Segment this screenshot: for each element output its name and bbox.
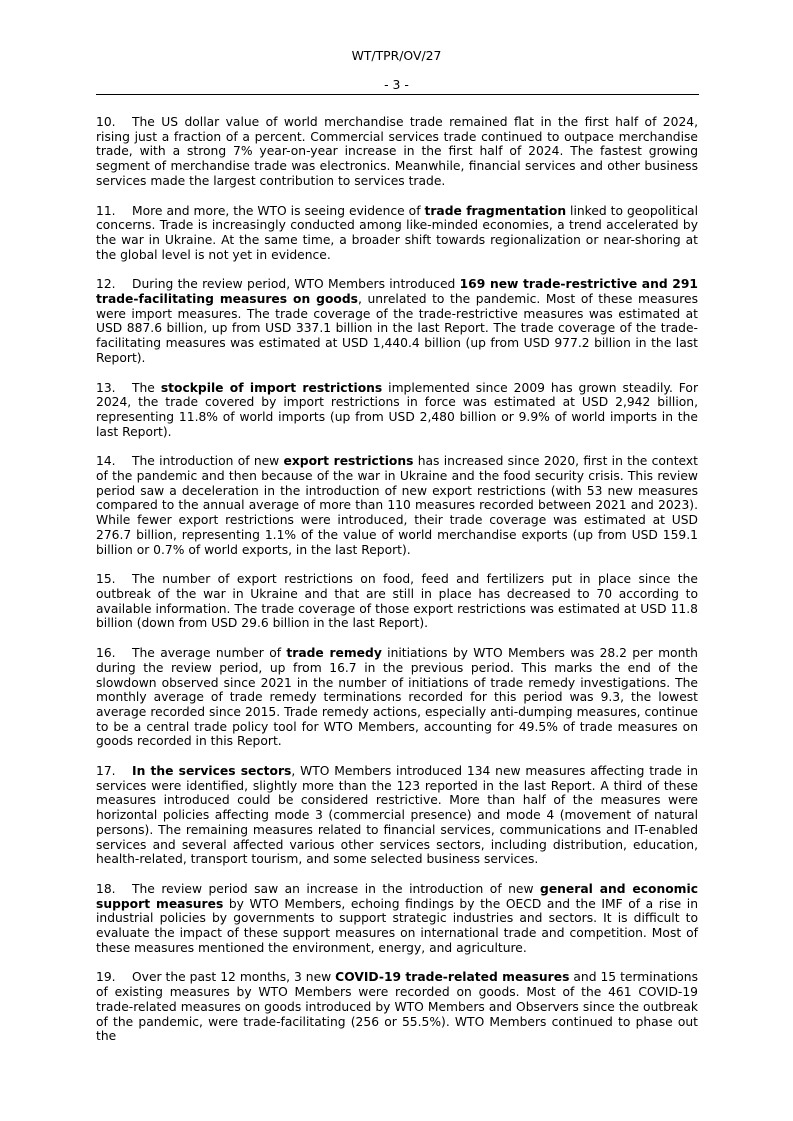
paragraph-text: , unrelated to the pandemic. Most of these measures were import measures. The trade coverage of the trade-restrictive measures was estimated at USD 887.6 billion, up from USD 337.1 billion in the last Report. The trade coverage of the trade-facilitating measures was estimated at USD 1,440.4 billion (up from USD 977.2 billion in the last Report).: [96, 292, 698, 365]
document-code: WT/TPR/OV/27: [351, 48, 442, 63]
paragraph-12: [96, 277, 698, 365]
paragraph-number: 16.: [96, 646, 116, 661]
paragraph-16: [96, 646, 698, 749]
bold-phrase: trade fragmentation: [424, 203, 567, 218]
paragraph-13: [96, 381, 698, 440]
bold-phrase: In the services sectors: [132, 764, 292, 779]
paragraph-text: Over the past 12 months, 3 new: [132, 970, 336, 985]
bold-phrase: stockpile of import restrictions: [160, 380, 383, 395]
paragraph-number: 12.: [96, 277, 116, 292]
paragraph-10: [96, 115, 698, 189]
paragraph-text: and 15 terminations of existing measures by WTO Members were recorded on goods. Most of the 461 COVID-19 trade-related measures on goods introduced by WTO Members and Observers since the outbreak of the pandemic, were trade-facilitating (256 or 55.5%). WTO Members continued to phase out the: [96, 970, 698, 1044]
paragraph-number: 17.: [96, 764, 116, 779]
paragraph-text: implemented since 2009 has grown steadily. For 2024, the trade covered by import restrictions in force was estimated at USD 2,942 billion, representing 11.8% of world imports (up from USD 2,480 billion or 9.9% of world imports in the last Report).: [96, 380, 698, 439]
paragraph-text: has increased since 2020, first in the context of the pandemic and then because of the war in Ukraine and the food security crisis. This review period saw a deceleration in the introduction of new export restrictions (with 53 new measures compared to the annual average of more than 110 measures recorded between 2021 and 2023). While fewer export restrictions were introduced, their trade coverage was estimated at USD 276.7 billion, representing 1.1% of the value of world merchandise exports (up from USD 159.1 billion or 0.7% of world exports, in the last Report).: [96, 454, 698, 557]
page-number: - 3 -: [384, 77, 409, 92]
bold-phrase: 169 new trade-restrictive and 291 trade-facilitating measures on goods: [96, 277, 698, 307]
paragraph-text: initiations by WTO Members was 28.2 per month during the review period, up from 16.7 in the previous period. This marks the end of the slowdown observed since 2021 in the number of initiations of trade remedy investigations. The monthly average of trade remedy terminations recorded for this period was 9.3, the lowest average recorded since 2015. Trade remedy actions, especially anti-dumping measures, continue to be a central trade policy tool for WTO Members, accounting for 49.5% of trade measures on goods recorded in this Report.: [96, 646, 698, 749]
paragraph-text: by WTO Members, echoing findings by the OECD and the IMF of a rise in industrial policies by governments to support strategic industries and sectors. It is difficult to evaluate the impact of these support measures on international trade and competition. Most of these measures mentioned the environment, energy, and agriculture.: [96, 896, 698, 955]
bold-phrase: trade remedy: [286, 646, 382, 661]
bold-phrase: export restrictions: [283, 454, 414, 469]
paragraph-text: More and more, the WTO is seeing evidence of: [132, 203, 425, 218]
paragraph-number: 13.: [96, 380, 116, 395]
paragraph-text: During the review period, WTO Members introduced: [132, 277, 460, 292]
paragraph-number: 14.: [96, 454, 116, 469]
paragraph-text: The US dollar value of world merchandise trade remained flat in the first half of 2024, rising just a fraction of a percent. Commercial services trade continued to outpace merchandise trade, with a strong 7% year-on-year increase in the first half of 2024. The fastest growing segment of merchandise trade was electronics. Meanwhile, financial services and other business services made the largest contribution to services trade.: [96, 115, 698, 188]
paragraph-number: 15.: [96, 572, 116, 587]
header-rule: [96, 94, 699, 95]
paragraph-text: The average number of: [132, 646, 287, 661]
document-body: [96, 115, 698, 1059]
paragraph-11: [96, 204, 698, 263]
bold-phrase: general and economic support measures: [96, 881, 698, 911]
paragraph-number: 19.: [96, 970, 116, 985]
paragraph-number: 10.: [96, 115, 116, 129]
paragraph-15: [96, 572, 698, 631]
paragraph-14: [96, 454, 698, 557]
paragraph-number: 18.: [96, 881, 116, 896]
paragraph-text: The review period saw an increase in the introduction of new: [132, 881, 541, 896]
paragraph-18: [96, 882, 698, 956]
paragraph-text: The introduction of new: [132, 454, 284, 469]
paragraph-text: linked to geopolitical concerns. Trade is increasingly conducted among like-minded economies, a trend accelerated by the war in Ukraine. At the same time, a broader shift towards regionalization or near-shoring at the global level is not yet in evidence.: [96, 203, 698, 262]
paragraph-19: [96, 970, 698, 1044]
paragraph-text: The: [132, 380, 161, 395]
paragraph-number: 11.: [96, 203, 116, 218]
bold-phrase: COVID-19 trade-related measures: [335, 970, 570, 985]
paragraph-text: , WTO Members introduced 134 new measures affecting trade in services were identified, slightly more than the 123 reported in the last Report. A third of these measures introduced could be considered restrictive. More than half of the measures were horizontal policies affecting mode 3 (commercial presence) and mode 4 (movement of natural persons). The remaining measures related to financial services, communications and IT-enabled services and several affected various other services sectors, including distribution, education, health-related, transport tourism, and some selected business services.: [96, 764, 698, 867]
paragraph-17: [96, 764, 698, 867]
paragraph-text: The number of export restrictions on food, feed and fertilizers put in place since the outbreak of the war in Ukraine and that are still in place has decreased to 70 according to available information. The trade coverage of those export restrictions was estimated at USD 11.8 billion (down from USD 29.6 billion in the last Report).: [96, 572, 698, 631]
